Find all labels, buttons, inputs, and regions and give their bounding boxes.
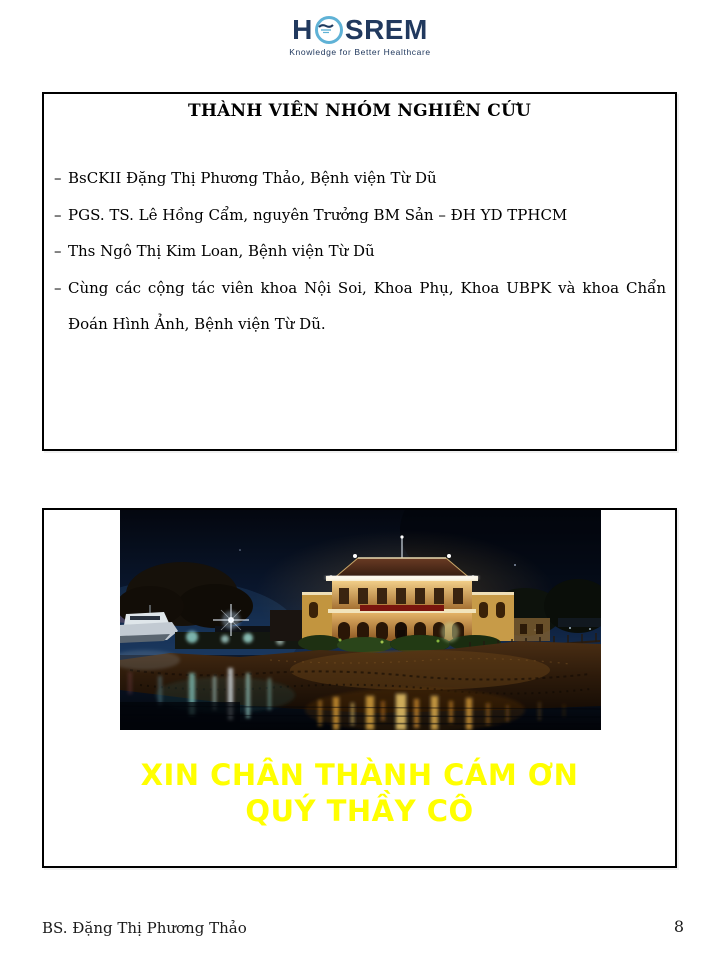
thank-you-text bbox=[44, 757, 675, 829]
footer-page-number: 8 bbox=[673, 917, 684, 936]
bullet-text: Cùng các cộng tác viên khoa Nội Soi, Khoa Phụ, Khoa UBPK và khoa Chẩn Đoán Hình Ảnh, Bệnh viện Từ Dũ. bbox=[68, 278, 666, 333]
bullet-marker: – bbox=[54, 278, 62, 297]
bullet-text: BsCKII Đặng Thị Phương Thảo, Bệnh viện Từ Dũ bbox=[68, 169, 437, 187]
dark-water-corner bbox=[120, 702, 240, 730]
logo-tagline: Knowledge for Better Healthcare bbox=[289, 47, 431, 57]
wave-circle-icon bbox=[315, 16, 343, 44]
hosrem-logo bbox=[0, 16, 720, 57]
bullet-marker: – bbox=[54, 242, 62, 260]
footer-author: BS. Đặng Thị Phương Thảo bbox=[42, 919, 247, 937]
bullet-marker: – bbox=[54, 169, 62, 187]
logo-letter-h: H bbox=[292, 14, 313, 45]
hosrem-logo-word bbox=[292, 16, 428, 44]
slide-1 bbox=[42, 92, 677, 451]
bullet-item bbox=[54, 197, 666, 234]
bullet-text: Ths Ngô Thị Kim Loan, Bệnh viện Từ Dũ bbox=[68, 242, 375, 260]
logo-letters-srem: SREM bbox=[344, 14, 428, 45]
slide1-bullet-list bbox=[54, 160, 666, 343]
slide-2 bbox=[42, 508, 677, 868]
thank-you-line1: XIN CHÂN THÀNH CÁM ƠN bbox=[140, 758, 579, 792]
bullet-marker: – bbox=[54, 205, 62, 224]
bullet-item bbox=[54, 160, 666, 197]
bullet-item bbox=[54, 270, 666, 343]
slide1-title: THÀNH VIÊN NHÓM NGHIÊN CỨU bbox=[188, 101, 531, 121]
bullet-text: PGS. TS. Lê Hồng Cẩm, nguyên Trưởng BM Sản – ĐH YD TPHCM bbox=[68, 205, 568, 224]
thank-you-line2: QUÝ THẦY CÔ bbox=[245, 794, 474, 828]
bullet-item bbox=[54, 233, 666, 270]
wharf-night-photo bbox=[120, 510, 601, 730]
